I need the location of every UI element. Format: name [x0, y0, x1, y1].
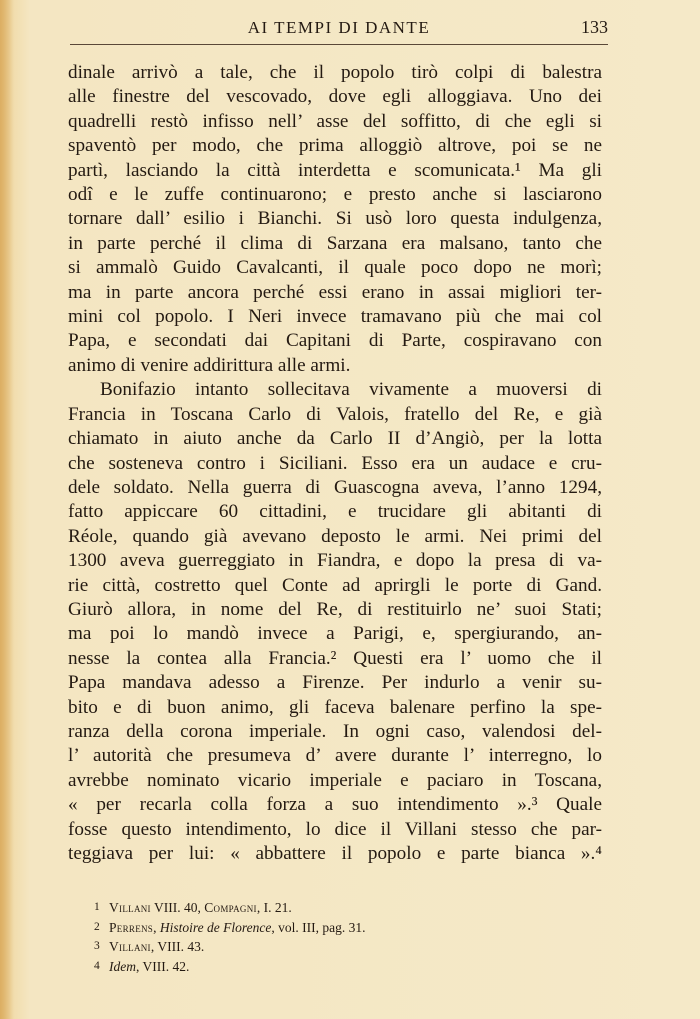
footnote-text: , vol. III, pag. 31.: [271, 919, 366, 935]
text-line: tornare dall’ esilio i Bianchi. Si usò loro questa indulgenza,: [68, 208, 602, 230]
text-line: Réole, quando già avevano deposto le armi. Nei primi del: [68, 525, 602, 547]
footnote-ibid: Idem: [109, 958, 136, 974]
footnote-text: , VIII. 42.: [136, 958, 190, 974]
text-line: chiamato in aiuto anche da Carlo II d’Angiò, per la lotta: [68, 428, 602, 450]
footnotes: [94, 898, 594, 976]
footnote-marker: 4: [94, 959, 100, 972]
page-number: 133: [581, 17, 608, 37]
text-line: fosse questo intendimento, lo dice il Villani stesso che par-: [68, 818, 602, 840]
running-title: AI TEMPI DI DANTE: [247, 18, 431, 37]
text-line: partì, lasciando la città interdetta e scomunicata.¹ Ma gli: [68, 159, 602, 181]
footnote-text: , I. 21.: [256, 900, 292, 915]
text-line: spaventò per modo, che prima alloggiò altrove, poi se ne: [68, 135, 602, 157]
text-line: alle finestre del vescovado, dove egli alloggiava. Uno dei: [68, 86, 602, 108]
footnote-author: Compagni: [204, 900, 257, 915]
footnote-marker: 3: [94, 940, 100, 952]
footnote: [94, 918, 594, 938]
page-edge-shadow: [0, 0, 14, 1019]
text-line: rie città, costretto quel Conte ad aprirgli le porte di Gand.: [68, 574, 602, 596]
text-line: che sosteneva contro i Siciliani. Esso era un audace e cru-: [68, 452, 602, 474]
text-line: dele soldato. Nella guerra di Guascogna aveva, l’anno 1294,: [68, 476, 602, 498]
text-line: odî e le zuffe continuarono; e presto anche si lasciarono: [68, 184, 602, 206]
body-text: [68, 61, 602, 866]
text-line: ranza della corona imperiale. In ogni caso, valendosi del-: [68, 720, 602, 742]
text-line: avrebbe nominato vicario imperiale e paciaro in Toscana,: [68, 769, 602, 791]
text-line: l’ autorità che presumeva d’ avere durante l’ interregno, lo: [68, 745, 602, 767]
text-line: dinale arrivò a tale, che il popolo tirò colpi di balestra: [68, 62, 602, 83]
text-line: Bonifazio intanto sollecitava vivamente a muoversi di: [100, 379, 602, 401]
paragraph: [68, 61, 602, 378]
text-line: ma in parte ancora perché essi erano in assai migliori ter-: [68, 281, 602, 303]
text-line: bito e di buon animo, gli faceva balenare perfino la spe-: [68, 696, 602, 718]
footnote-text: VIII. 40,: [153, 900, 205, 915]
footnote: [94, 898, 594, 918]
header-rule: [70, 44, 608, 45]
footnote-marker: 1: [94, 901, 100, 913]
text-line: quadrelli restò infisso nell’ asse del soffitto, di che egli si: [68, 110, 602, 132]
text-line: Giurò allora, in nome del Re, di restituirlo ne’ suoi Stati;: [68, 598, 602, 620]
text-line: teggiava per lui: « abbattere il popolo e parte bianca ».⁴: [68, 843, 602, 864]
text-line: « per recarla colla forza a suo intendimento ».³ Quale: [68, 794, 602, 816]
text-line: Papa mandava adesso a Firenze. Per indurlo a venir su-: [68, 672, 602, 694]
text-line: si ammalò Guido Cavalcanti, il quale poco dopo ne morì;: [68, 257, 602, 279]
footnote-author: Villani: [109, 939, 151, 954]
text-line: Francia in Toscana Carlo di Valois, fratello del Re, e già: [68, 403, 602, 425]
footnote-marker: 2: [94, 920, 100, 933]
text-line: mini col popolo. I Neri invece tramavano più che mai col: [68, 306, 602, 328]
page-header: [70, 16, 608, 42]
footnote-text: ,: [153, 919, 160, 935]
paragraph: [68, 378, 602, 866]
text-line: ma poi lo mandò invece a Parigi, e, spergiurando, an-: [68, 623, 602, 645]
text-line: Papa, e secondati dai Capitani di Parte, cospiravano con: [68, 330, 602, 352]
footnote-book-title: Histoire de Florence: [159, 919, 272, 935]
text-line: nesse la contea alla Francia.² Questi era l’ uomo che il: [68, 647, 602, 669]
footnote: [94, 937, 594, 957]
footnote-text: , VIII. 43.: [150, 939, 205, 954]
footnote-author: Villani: [109, 900, 151, 915]
footnote-author: Perrens: [109, 919, 154, 935]
text-line: fatto appiccare 60 cittadini, e trucidare gli abitanti di: [68, 501, 602, 523]
text-line: in parte perché il clima di Sarzana era malsano, tanto che: [68, 232, 602, 254]
footnote: [94, 957, 594, 977]
text-line: 1300 aveva guerreggiato in Fiandra, e dopo la presa di va-: [68, 550, 602, 572]
text-line: animo di venire addirittura alle armi.: [68, 354, 351, 376]
